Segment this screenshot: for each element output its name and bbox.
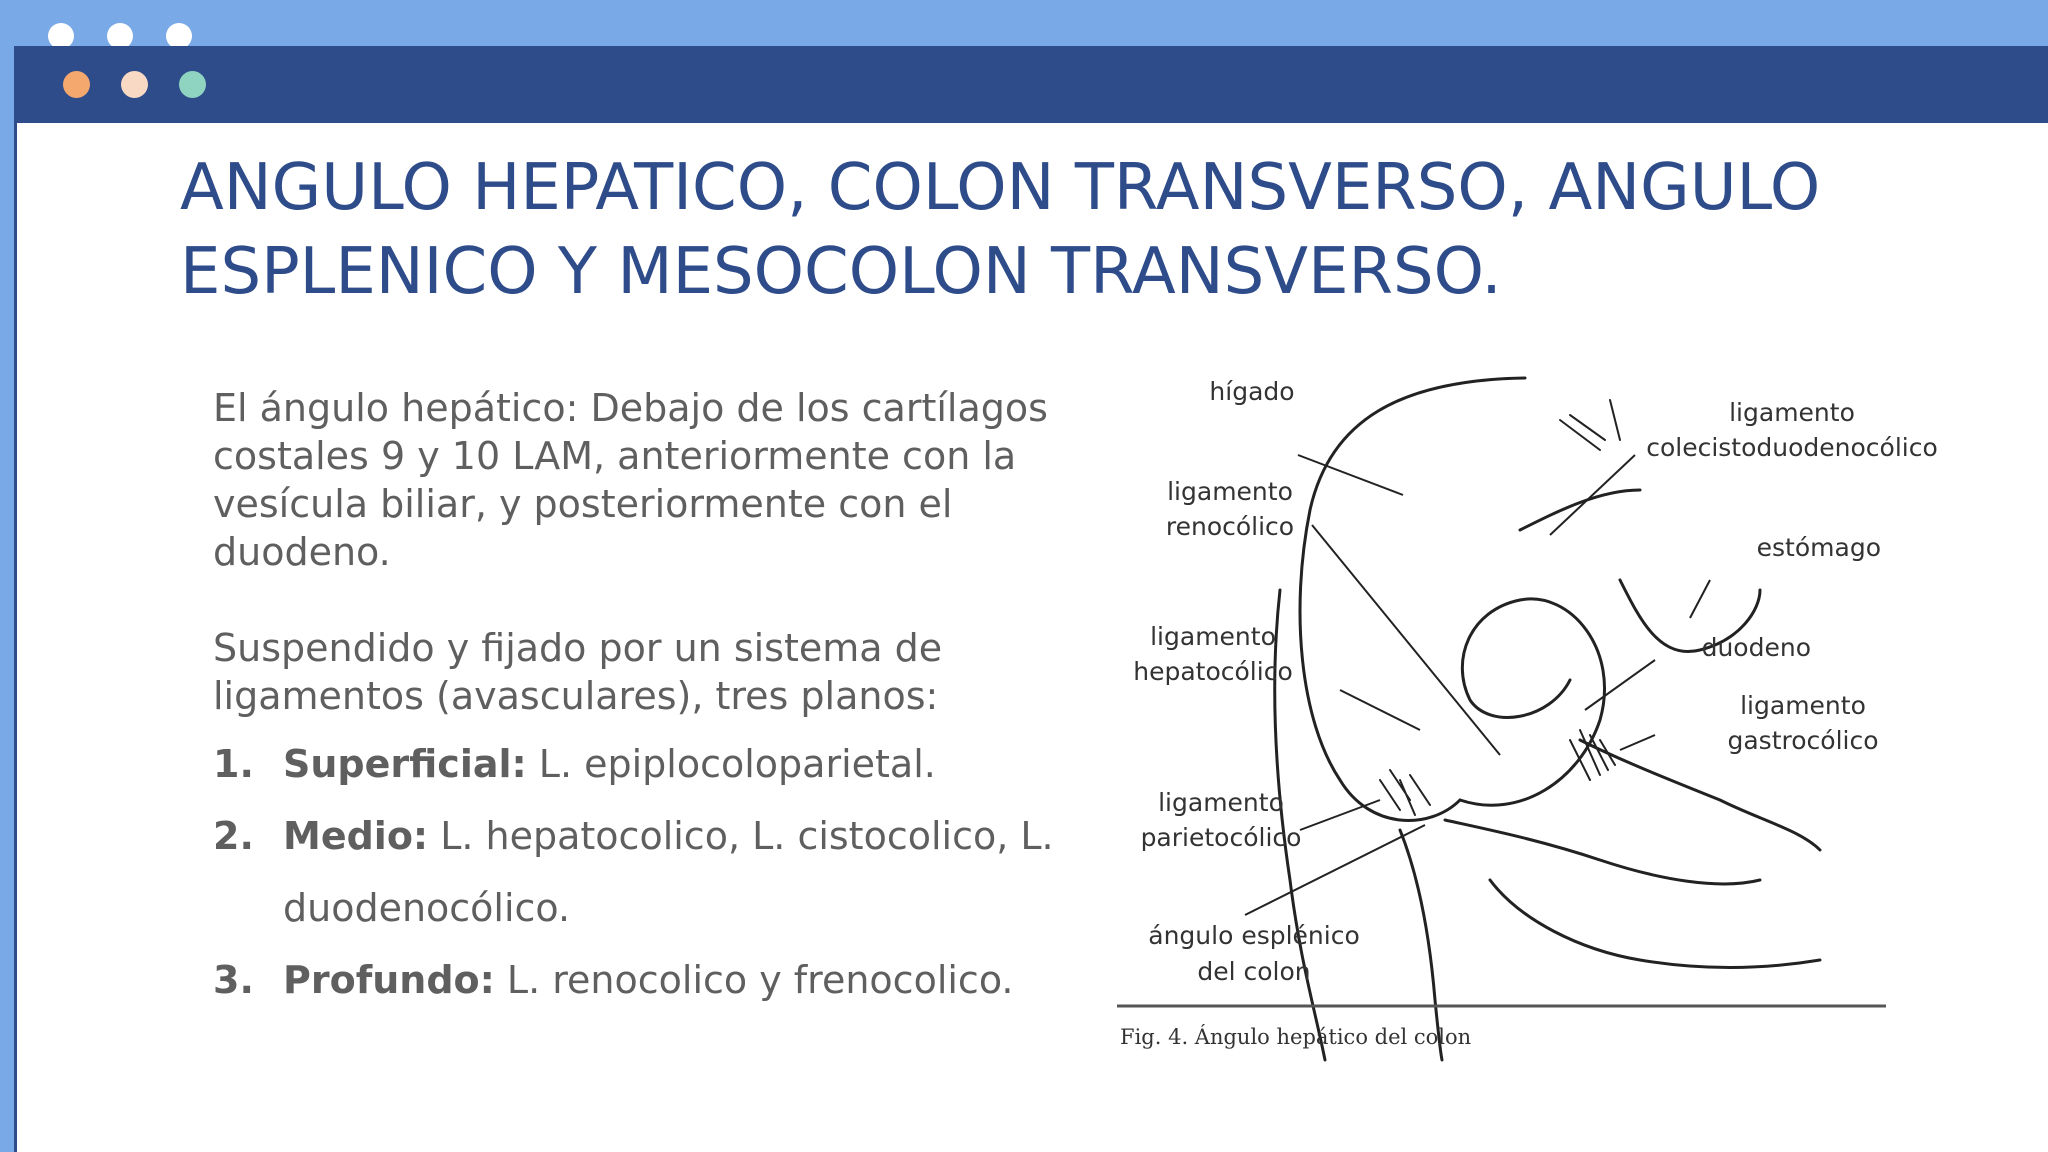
planes-list xyxy=(213,728,1063,1016)
label-angulo-esplenico-1: ángulo esplénico xyxy=(1148,921,1360,950)
figure-caption: Fig. 4. Ángulo hepático del colon xyxy=(1120,1025,1472,1049)
leader-lines xyxy=(1245,455,1710,915)
liver-outline xyxy=(1300,378,1525,820)
list-term: Profundo: xyxy=(283,958,495,1002)
leader-parietocolico xyxy=(1300,800,1380,830)
cystic-structure xyxy=(1520,490,1640,530)
list-item xyxy=(213,944,1063,1016)
leader-duodeno xyxy=(1585,660,1655,710)
list-text: L. hepatocolico, L. cistocolico, L. duodenocólico. xyxy=(283,814,1054,930)
label-colecisto-2: colecistoduodenocólico xyxy=(1646,433,1938,462)
back-window-frame xyxy=(0,76,14,1152)
slide-body xyxy=(213,384,1063,1016)
label-renocolico-1: ligamento xyxy=(1167,477,1293,506)
label-estomago: estómago xyxy=(1756,533,1881,562)
list-text: L. epiplocoloparietal. xyxy=(526,742,936,786)
slide-title: ANGULO HEPATICO, COLON TRANSVERSO, ANGULO ESPLENICO Y MESOCOLON TRANSVERSO. xyxy=(180,151,1821,309)
label-higado: hígado xyxy=(1209,377,1295,406)
list-item xyxy=(213,800,1063,944)
gallbladder-outline xyxy=(1460,599,1605,805)
label-hepatocolico-1: ligamento xyxy=(1150,622,1276,651)
list-item xyxy=(213,728,1063,800)
anatomy-figure xyxy=(1100,360,1938,1070)
leader-gastrocolico xyxy=(1620,735,1655,750)
teal-window-dot xyxy=(179,71,206,98)
anatomy-drawing xyxy=(1275,378,1820,1060)
leader-estomago xyxy=(1690,580,1710,618)
upper-hatching xyxy=(1560,400,1620,450)
list-number: 1. xyxy=(213,742,254,786)
label-hepatocolico-2: hepatocólico xyxy=(1133,657,1293,686)
label-colecisto-1: ligamento xyxy=(1729,398,1855,427)
label-parietocolico-1: ligamento xyxy=(1158,788,1284,817)
list-number: 2. xyxy=(213,814,254,858)
label-renocolico-2: renocólico xyxy=(1165,512,1295,541)
leader-colecisto xyxy=(1550,455,1635,535)
label-gastrocolico-1: ligamento xyxy=(1740,691,1866,720)
gastrocolic-edge xyxy=(1580,740,1820,850)
label-gastrocolico-2: gastrocólico xyxy=(1727,726,1879,755)
paragraph-ligamentos: Suspendido y fijado por un sistema de ligamentos (avasculares), tres planos: xyxy=(213,626,943,718)
paragraph-angulo-hepatico: El ángulo hepático: Debajo de los cartílagos costales 9 y 10 LAM, anteriormente con la vesícula biliar, y posteriormente con el duodeno. xyxy=(213,386,1048,574)
label-parietocolico-2: parietocólico xyxy=(1140,823,1302,852)
colon-lower-edge xyxy=(1490,880,1820,968)
list-term: Medio: xyxy=(283,814,429,858)
leader-higado xyxy=(1298,455,1403,495)
leader-hepatocolico xyxy=(1340,690,1420,730)
orange-window-dot xyxy=(63,71,90,98)
leader-renocolico xyxy=(1312,525,1500,755)
slide-window-title-bar xyxy=(17,46,2048,123)
transverse-colon xyxy=(1445,820,1760,884)
label-angulo-esplenico-2: del colon xyxy=(1197,957,1311,986)
label-duodeno: duodeno xyxy=(1701,633,1811,662)
list-term: Superficial: xyxy=(283,742,527,786)
peach-window-dot xyxy=(121,71,148,98)
list-text: L. renocolico y frenocolico. xyxy=(494,958,1014,1002)
ligament-hatching xyxy=(1380,770,1430,815)
list-number: 3. xyxy=(213,958,254,1002)
